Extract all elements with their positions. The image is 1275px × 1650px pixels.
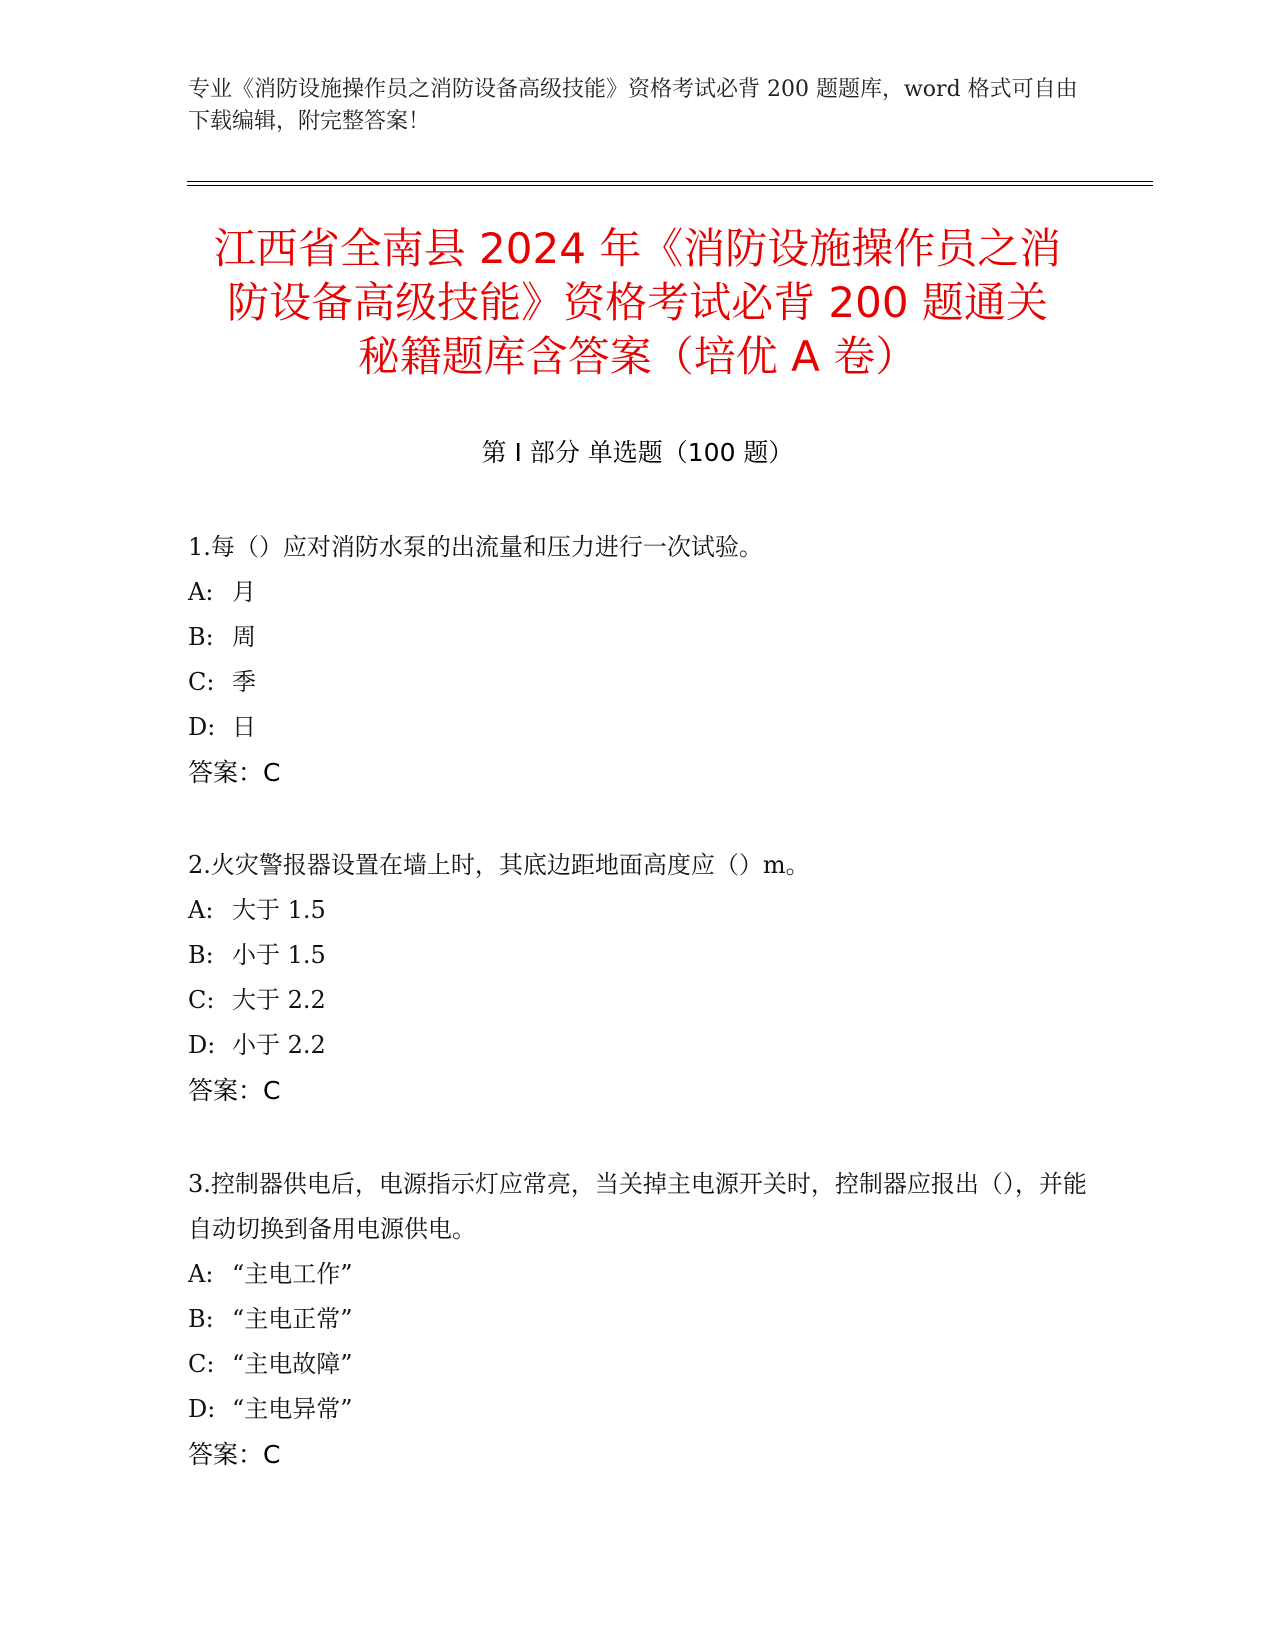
option-text: 大于 1.5 [232, 896, 326, 924]
answer-line: 答案：C [188, 1076, 281, 1105]
option-text: 日 [232, 713, 256, 741]
option-letter: A: [188, 578, 214, 606]
option-a [188, 888, 1088, 933]
title-line: 防设备高级技能》资格考试必背 200 题通关 [227, 278, 1048, 327]
answer-line: 答案：C [188, 1440, 281, 1469]
option-text: 小于 2.2 [232, 1031, 326, 1059]
question-item [188, 525, 1088, 795]
answer-line: 答案：C [188, 758, 281, 787]
option-text: 季 [232, 668, 256, 696]
option-letter: A: [188, 1260, 214, 1288]
option-letter: B: [188, 623, 214, 651]
option-a [188, 1252, 1088, 1297]
option-d [188, 705, 1088, 750]
option-text: “主电正常” [232, 1305, 353, 1333]
option-b [188, 615, 1088, 660]
option-c [188, 1342, 1088, 1387]
option-a [188, 570, 1088, 615]
option-letter: C: [188, 668, 215, 696]
option-text: “主电异常” [232, 1395, 353, 1423]
option-letter: A: [188, 896, 214, 924]
option-letter: D: [188, 1395, 216, 1423]
option-c [188, 978, 1088, 1023]
option-text: 小于 1.5 [232, 941, 326, 969]
option-letter: B: [188, 941, 214, 969]
question-stem: 2.火灾警报器设置在墙上时，其底边距地面高度应（）m。 [188, 851, 810, 879]
option-letter: C: [188, 986, 215, 1014]
header-rule-top [187, 181, 1153, 182]
header-note: 专业《消防设施操作员之消防设备高级技能》资格考试必背 200 题题库，word 格式可自由下载编辑，附完整答案！ [188, 77, 1078, 134]
option-c [188, 660, 1088, 705]
title-line: 秘籍题库含答案（培优 A 卷） [357, 332, 918, 381]
option-text: 大于 2.2 [232, 986, 326, 1014]
option-letter: D: [188, 1031, 216, 1059]
option-d [188, 1023, 1088, 1068]
option-b [188, 933, 1088, 978]
option-d [188, 1387, 1088, 1432]
question-stem: 3.控制器供电后，电源指示灯应常亮，当关掉主电源开关时，控制器应报出（），并能自动切换到备用电源供电。 [188, 1170, 1087, 1243]
header-rule-bottom [187, 185, 1153, 186]
question-stem: 1.每（）应对消防水泵的出流量和压力进行一次试验。 [188, 533, 763, 561]
title-line: 江西省全南县 2024 年《消防设施操作员之消 [213, 224, 1062, 273]
option-text: 周 [232, 623, 256, 651]
option-letter: B: [188, 1305, 214, 1333]
document-title [140, 222, 1135, 384]
question-item [188, 843, 1088, 1113]
option-letter: C: [188, 1350, 215, 1378]
option-letter: D: [188, 713, 216, 741]
option-text: “主电工作” [232, 1260, 353, 1288]
option-text: 月 [232, 578, 256, 606]
section-title: 第 I 部分 单选题（100 题） [481, 438, 794, 467]
option-b [188, 1297, 1088, 1342]
question-item [188, 1162, 1088, 1477]
option-text: “主电故障” [232, 1350, 353, 1378]
